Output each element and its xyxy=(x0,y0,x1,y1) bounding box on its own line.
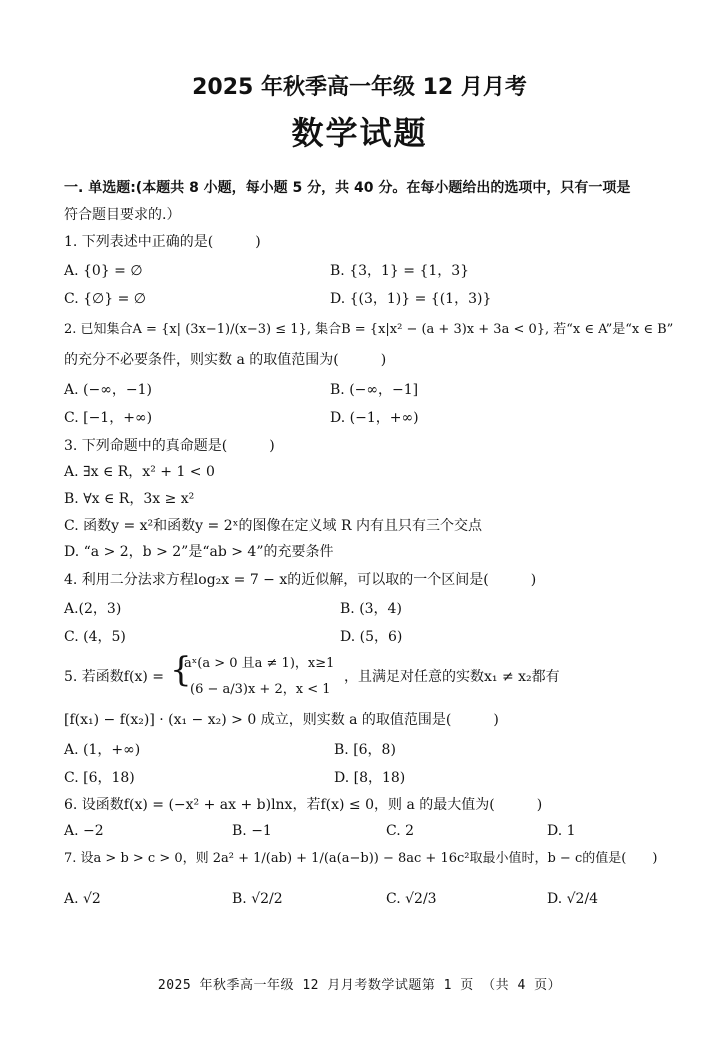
exam-title: 2025 年秋季高一年级 12 月月考 xyxy=(192,75,527,100)
question-5-option-d: D. [8，18) xyxy=(334,770,406,786)
question-4-option-d: D. (5，6) xyxy=(340,629,403,645)
question-6-stem: 6. 设函数f(x) = (−x² + ax + b)lnx，若f(x) ≤ 0，则 a 的最大值为( ) xyxy=(64,797,543,813)
question-5-stem-prefix: 5. 若函数f(x) = xyxy=(64,669,164,685)
question-3-option-a: A. ∃x ∈ R，x² + 1 < 0 xyxy=(64,464,215,480)
question-7-option-b: B. √2/2 xyxy=(232,891,283,907)
question-2-option-b: B. (−∞，−1] xyxy=(330,382,419,398)
question-5-stem-suffix: ，且满足对任意的实数x₁ ≠ x₂都有 xyxy=(344,669,560,685)
question-7-option-c: C. √2/3 xyxy=(386,891,437,907)
question-3-option-c: C. 函数y = x²和函数y = 2ˣ的图像在定义域 R 内有且只有三个交点 xyxy=(64,518,482,534)
question-2-option-a: A. (−∞，−1) xyxy=(64,382,152,398)
question-1-option-b: B. {3，1} = {1，3} xyxy=(330,263,470,279)
section-instruction-line1: 一. 单选题:(本题共 8 小题，每小题 5 分，共 40 分。在每小题给出的选项中，只有一项是 xyxy=(64,180,631,196)
question-1-option-c: C. {∅} = ∅ xyxy=(64,291,146,307)
question-2-option-c: C. [−1，+∞) xyxy=(64,410,153,426)
question-2-option-d: D. (−1，+∞) xyxy=(330,410,419,426)
question-5-option-b: B. [6，8) xyxy=(334,742,396,758)
question-1-option-d: D. {(3，1)} = {(1，3)} xyxy=(330,291,492,307)
question-4-stem: 4. 利用二分法求方程log₂x = 7 − x的近似解，可以取的一个区间是( ) xyxy=(64,572,537,588)
question-5-case-2: (6 − a/3)x + 2，x < 1 xyxy=(190,682,331,697)
question-4-option-c: C. (4，5) xyxy=(64,629,126,645)
question-7-option-a: A. √2 xyxy=(64,891,101,907)
piecewise-brace: { xyxy=(170,650,192,690)
question-7-option-d: D. √2/4 xyxy=(547,891,599,907)
page-footer: 2025 年秋季高一年级 12 月月考数学试题第 1 页 （共 4 页） xyxy=(157,978,562,993)
question-3-option-d: D. “a > 2，b > 2”是“ab > 4”的充要条件 xyxy=(64,544,334,560)
question-4-option-a: A.(2，3) xyxy=(64,601,122,617)
question-6-option-a: A. −2 xyxy=(64,823,104,839)
question-5-case-1: aˣ(a > 0 且a ≠ 1)，x≥1 xyxy=(184,656,335,671)
question-3-option-b: B. ∀x ∈ R，3x ≥ x² xyxy=(64,491,195,507)
question-6-option-c: C. 2 xyxy=(386,823,415,839)
question-1-stem: 1. 下列表述中正确的是( ) xyxy=(64,234,261,250)
question-6-option-d: D. 1 xyxy=(547,823,576,839)
question-2-stem-cont: 的充分不必要条件，则实数 a 的取值范围为( ) xyxy=(64,352,387,368)
question-2-stem: 2. 已知集合A = {x| (3x−1)/(x−3) ≤ 1}, 集合B = {x|x² − (a + 3)x + 3a < 0}, 若“x ∈ A”是“x ∈ B” xyxy=(64,322,674,337)
subject-title: 数学试题 xyxy=(291,114,428,152)
question-7-stem: 7. 设a > b > c > 0，则 2a² + 1/(ab) + 1/(a(a−b)) − 8ac + 16c²取最小值时，b − c的值是( ) xyxy=(64,851,658,866)
question-6-option-b: B. −1 xyxy=(232,823,272,839)
question-4-option-b: B. (3，4) xyxy=(340,601,402,617)
question-5-option-a: A. (1，+∞) xyxy=(64,742,141,758)
question-1-option-a: A. {0} = ∅ xyxy=(64,263,143,279)
question-3-stem: 3. 下列命题中的真命题是( ) xyxy=(64,438,275,454)
section-instruction-line2: 符合题目要求的.） xyxy=(64,207,181,223)
question-5-option-c: C. [6，18) xyxy=(64,770,135,786)
question-5-stem-cont: [f(x₁) − f(x₂)] · (x₁ − x₂) > 0 成立，则实数 a 的取值范围是( ) xyxy=(64,712,499,728)
